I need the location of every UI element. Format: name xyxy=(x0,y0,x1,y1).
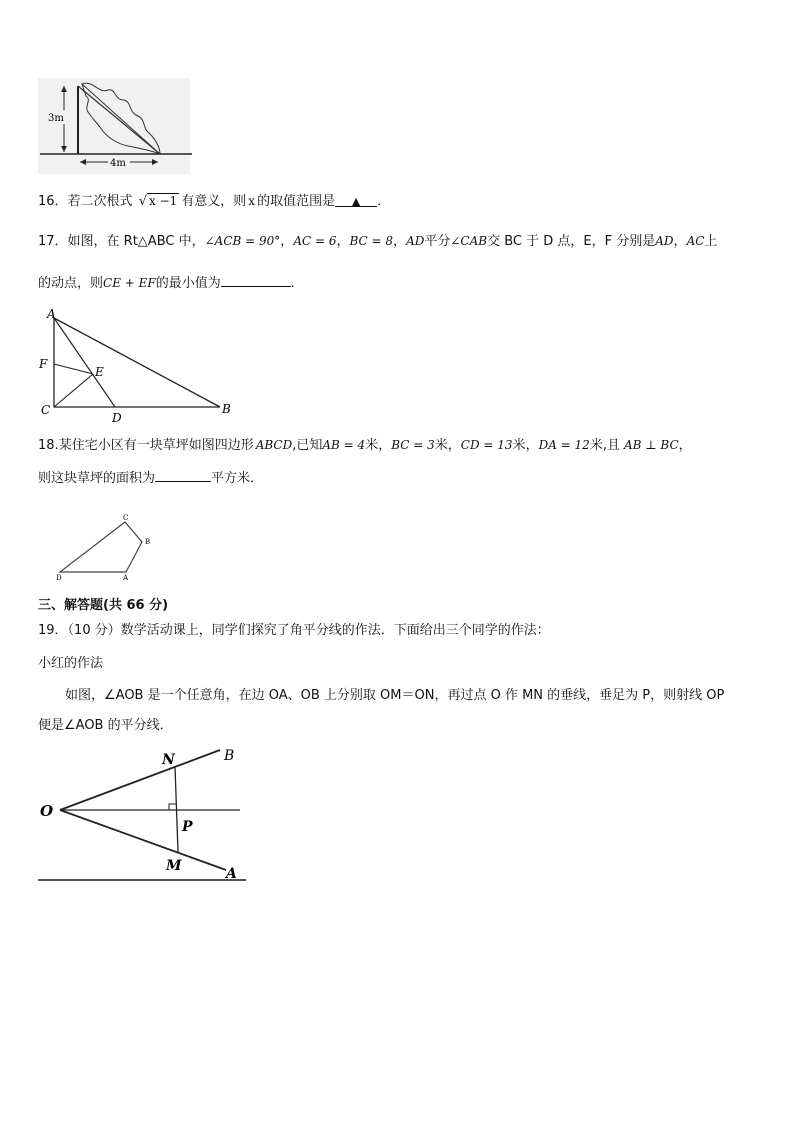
point-label-b: B xyxy=(222,402,231,416)
q17-sep: ， xyxy=(336,234,350,249)
q19-paragraph-line1: 如图，∠AOB 是一个任意角，在边 OA、OB 上分别取 OM＝ON，再过点 O 作 MN 的垂线，垂足为 P，则射线 OP xyxy=(65,688,725,703)
q18-ab: AB = 4 xyxy=(322,438,366,452)
q18-unit: 米 xyxy=(434,438,448,453)
q17-answer-blank[interactable] xyxy=(221,272,291,287)
q17-ac2: AC xyxy=(686,234,705,248)
q18-unit: 米 xyxy=(589,438,603,453)
q17-ad: AD xyxy=(406,234,425,248)
triangle-abc xyxy=(54,318,220,407)
q19-angle-figure xyxy=(36,742,248,884)
vertex-label-c: C xyxy=(123,514,129,522)
question-19-line1: 19．（10 分）数学活动课上，同学们探究了角平分线的作法．下面给出三个同学的作法： xyxy=(38,623,550,638)
q17-angle: ∠ACB = 90° xyxy=(204,234,281,248)
q18-abcd: ABCD xyxy=(255,438,293,452)
q18-cd: CD = 13 xyxy=(460,438,513,452)
segment-ad xyxy=(54,318,115,407)
q19-paragraph-line2: 便是∠AOB 的平分线． xyxy=(38,718,173,733)
q16-answer-mark: ▲ xyxy=(351,195,361,208)
q16-var: x xyxy=(248,194,256,208)
q19-subtitle: 小红的作法 xyxy=(38,656,104,671)
q17-cab: ∠CAB xyxy=(450,234,488,248)
point-label-f: F xyxy=(39,357,48,371)
q16-radical: √ x −1 xyxy=(138,194,178,209)
q17-text-d: 的最小值为 xyxy=(155,276,221,291)
q16-number: 16． xyxy=(38,194,68,209)
question-16 xyxy=(38,191,390,212)
q17-expr: CE + EF xyxy=(103,276,156,290)
point-label-b: B xyxy=(224,748,235,764)
question-17-line2 xyxy=(38,272,304,294)
q16-radicand: x −1 xyxy=(149,194,178,208)
q16-end: ． xyxy=(377,194,391,209)
q18-quadrilateral-figure xyxy=(52,512,162,584)
segment-ce xyxy=(54,374,93,407)
figure-background xyxy=(36,742,248,880)
q16-post: 有意义，则 xyxy=(181,194,247,209)
q17-number: 17． xyxy=(38,234,68,249)
q18-text-b: ,已知 xyxy=(292,438,323,453)
quadrilateral-abcd xyxy=(60,522,142,572)
q18-text-c: 且 xyxy=(606,438,620,453)
q17-text-b: 交 BC 于 D 点，E，F 分别是 xyxy=(487,234,656,249)
section-3-title: 三、解答题(共 66 分) xyxy=(38,598,169,613)
q18-text-a: 某住宅小区有一块草坪如图四边形 xyxy=(58,438,254,453)
question-17-line1 xyxy=(38,231,717,252)
point-label-m: M xyxy=(166,858,182,874)
point-label-e: E xyxy=(95,365,104,379)
q17-text-a: 如图，在 Rt△ABC 中， xyxy=(67,234,205,249)
q17-comma: ， xyxy=(673,234,687,249)
q17-text-c: 的动点，则 xyxy=(38,276,104,291)
question-18-line2 xyxy=(38,467,263,489)
q18-unit: 米 xyxy=(365,438,379,453)
q18-perp: AB ⊥ BC xyxy=(624,438,679,452)
point-label-o: O xyxy=(40,802,54,820)
tree-figure xyxy=(38,78,194,174)
q16-answer-blank[interactable] xyxy=(335,192,377,207)
q17-shang: 上 xyxy=(704,234,718,249)
point-label-a: A xyxy=(226,866,237,882)
point-label-d: D xyxy=(112,411,122,425)
q18-number: 18. xyxy=(38,438,59,453)
q17-end: ． xyxy=(290,276,304,291)
q18-answer-blank[interactable] xyxy=(155,467,211,482)
q17-bisect: 平分 xyxy=(424,234,451,249)
height-label: 3m xyxy=(48,113,64,124)
q18-bc: BC = 3 xyxy=(391,438,435,452)
q17-ac: AC = 6 xyxy=(293,234,337,248)
width-label: 4m xyxy=(110,158,126,169)
q18-da: DA = 12 xyxy=(538,438,590,452)
q17-sep: ， xyxy=(393,234,407,249)
q18-text-d: 则这块草坪的面积为 xyxy=(38,471,156,486)
point-label-a: A xyxy=(47,308,56,321)
q18-unit: 米 xyxy=(512,438,526,453)
q16-post2: 的取值范围是 xyxy=(257,194,336,209)
vertex-label-d: D xyxy=(56,574,62,582)
q16-pre: 若二次根式 xyxy=(67,194,133,209)
point-label-n: N xyxy=(162,752,175,768)
q17-bc: BC = 8 xyxy=(349,234,394,248)
vertex-label-a: A xyxy=(123,574,129,582)
vertex-label-b: B xyxy=(145,538,151,546)
q17-sep: ， xyxy=(280,234,294,249)
q17-ad2: AD xyxy=(655,234,674,248)
point-label-c: C xyxy=(41,403,51,417)
q18-text-e: 平方米． xyxy=(211,471,264,486)
q17-triangle-figure xyxy=(36,308,246,426)
question-18-line1: 18.某住宅小区有一块草坪如图四边形 ABCD,已知AB = 4米，BC = 3米，CD = 13米，DA = 12米,且 AB ⊥ BC， xyxy=(38,438,692,453)
point-label-p: P xyxy=(182,819,193,835)
